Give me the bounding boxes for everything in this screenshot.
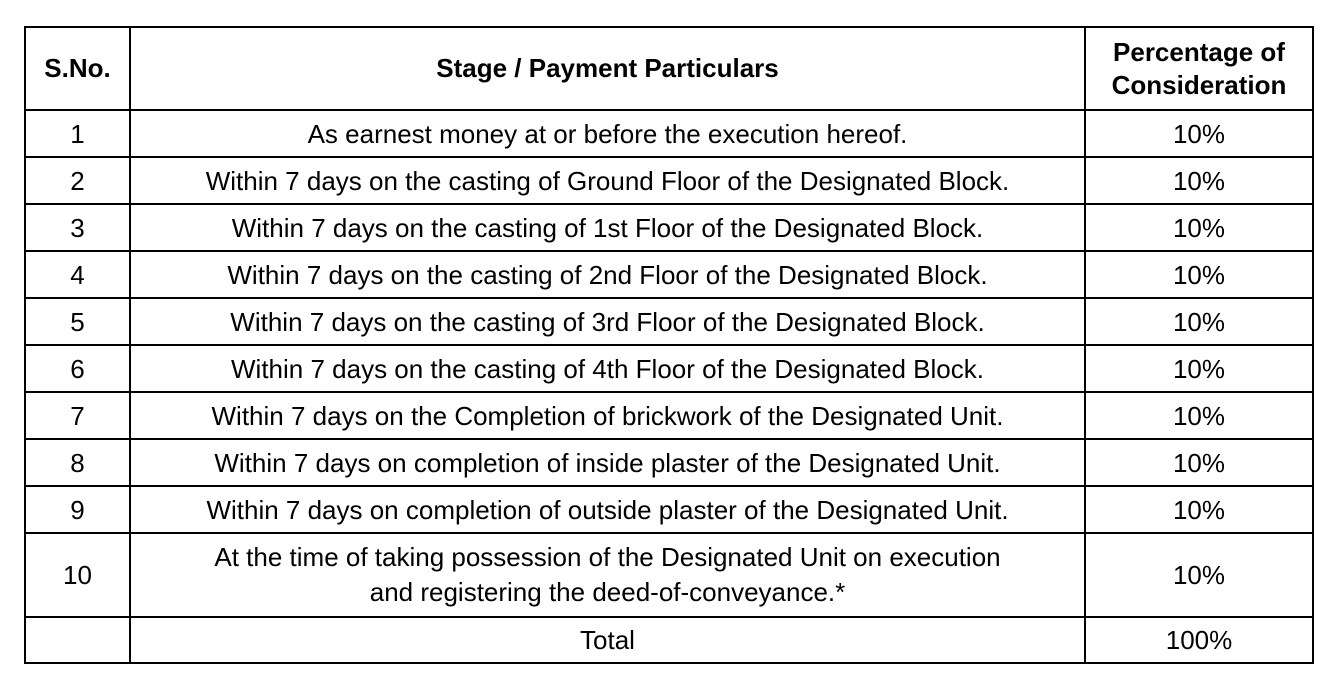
table-row — [25, 298, 1313, 345]
cell-sno: 3 — [25, 204, 130, 251]
table-row — [25, 110, 1313, 157]
cell-percentage: 10% — [1085, 486, 1313, 533]
cell-sno: 2 — [25, 157, 130, 204]
table-row — [25, 157, 1313, 204]
header-stage: Stage / Payment Particulars — [130, 27, 1085, 110]
table-row — [25, 392, 1313, 439]
header-percentage: Percentage of Consideration — [1085, 27, 1313, 110]
table-row — [25, 533, 1313, 617]
cell-percentage: 10% — [1085, 439, 1313, 486]
cell-sno: 6 — [25, 345, 130, 392]
cell-sno: 5 — [25, 298, 130, 345]
cell-percentage: 10% — [1085, 533, 1313, 617]
cell-stage-line: At the time of taking possession of the Designated Unit on execution — [214, 542, 1001, 572]
header-sno: S.No. — [25, 27, 130, 110]
cell-percentage: 10% — [1085, 204, 1313, 251]
header-row — [25, 27, 1313, 110]
payment-schedule-table — [24, 26, 1314, 664]
table-row — [25, 486, 1313, 533]
cell-percentage: 10% — [1085, 298, 1313, 345]
cell-percentage: 10% — [1085, 157, 1313, 204]
cell-stage: Within 7 days on completion of inside plaster of the Designated Unit. — [130, 439, 1085, 486]
total-row — [25, 617, 1313, 663]
cell-percentage: 10% — [1085, 251, 1313, 298]
cell-sno: 1 — [25, 110, 130, 157]
cell-stage: As earnest money at or before the execution hereof. — [130, 110, 1085, 157]
table-row — [25, 439, 1313, 486]
cell-sno: 9 — [25, 486, 130, 533]
cell-stage: Within 7 days on the casting of 4th Floor of the Designated Block. — [130, 345, 1085, 392]
cell-stage-line: and registering the deed-of-conveyance.* — [369, 577, 846, 607]
cell-stage: Within 7 days on the casting of 3rd Floor of the Designated Block. — [130, 298, 1085, 345]
cell-sno: 4 — [25, 251, 130, 298]
cell-stage: Within 7 days on completion of outside plaster of the Designated Unit. — [130, 486, 1085, 533]
total-label: Total — [130, 617, 1085, 663]
table-row — [25, 251, 1313, 298]
cell-stage: Within 7 days on the casting of 2nd Floor of the Designated Block. — [130, 251, 1085, 298]
cell-sno: 10 — [25, 533, 130, 617]
cell-percentage: 10% — [1085, 110, 1313, 157]
table-row — [25, 345, 1313, 392]
cell-stage — [130, 533, 1085, 617]
total-percentage: 100% — [1085, 617, 1313, 663]
cell-sno: 8 — [25, 439, 130, 486]
cell-stage: Within 7 days on the casting of 1st Floor of the Designated Block. — [130, 204, 1085, 251]
cell-stage: Within 7 days on the Completion of brickwork of the Designated Unit. — [130, 392, 1085, 439]
table-row — [25, 204, 1313, 251]
cell-stage: Within 7 days on the casting of Ground Floor of the Designated Block. — [130, 157, 1085, 204]
cell-sno: 7 — [25, 392, 130, 439]
total-sno — [25, 617, 130, 663]
cell-percentage: 10% — [1085, 392, 1313, 439]
cell-percentage: 10% — [1085, 345, 1313, 392]
